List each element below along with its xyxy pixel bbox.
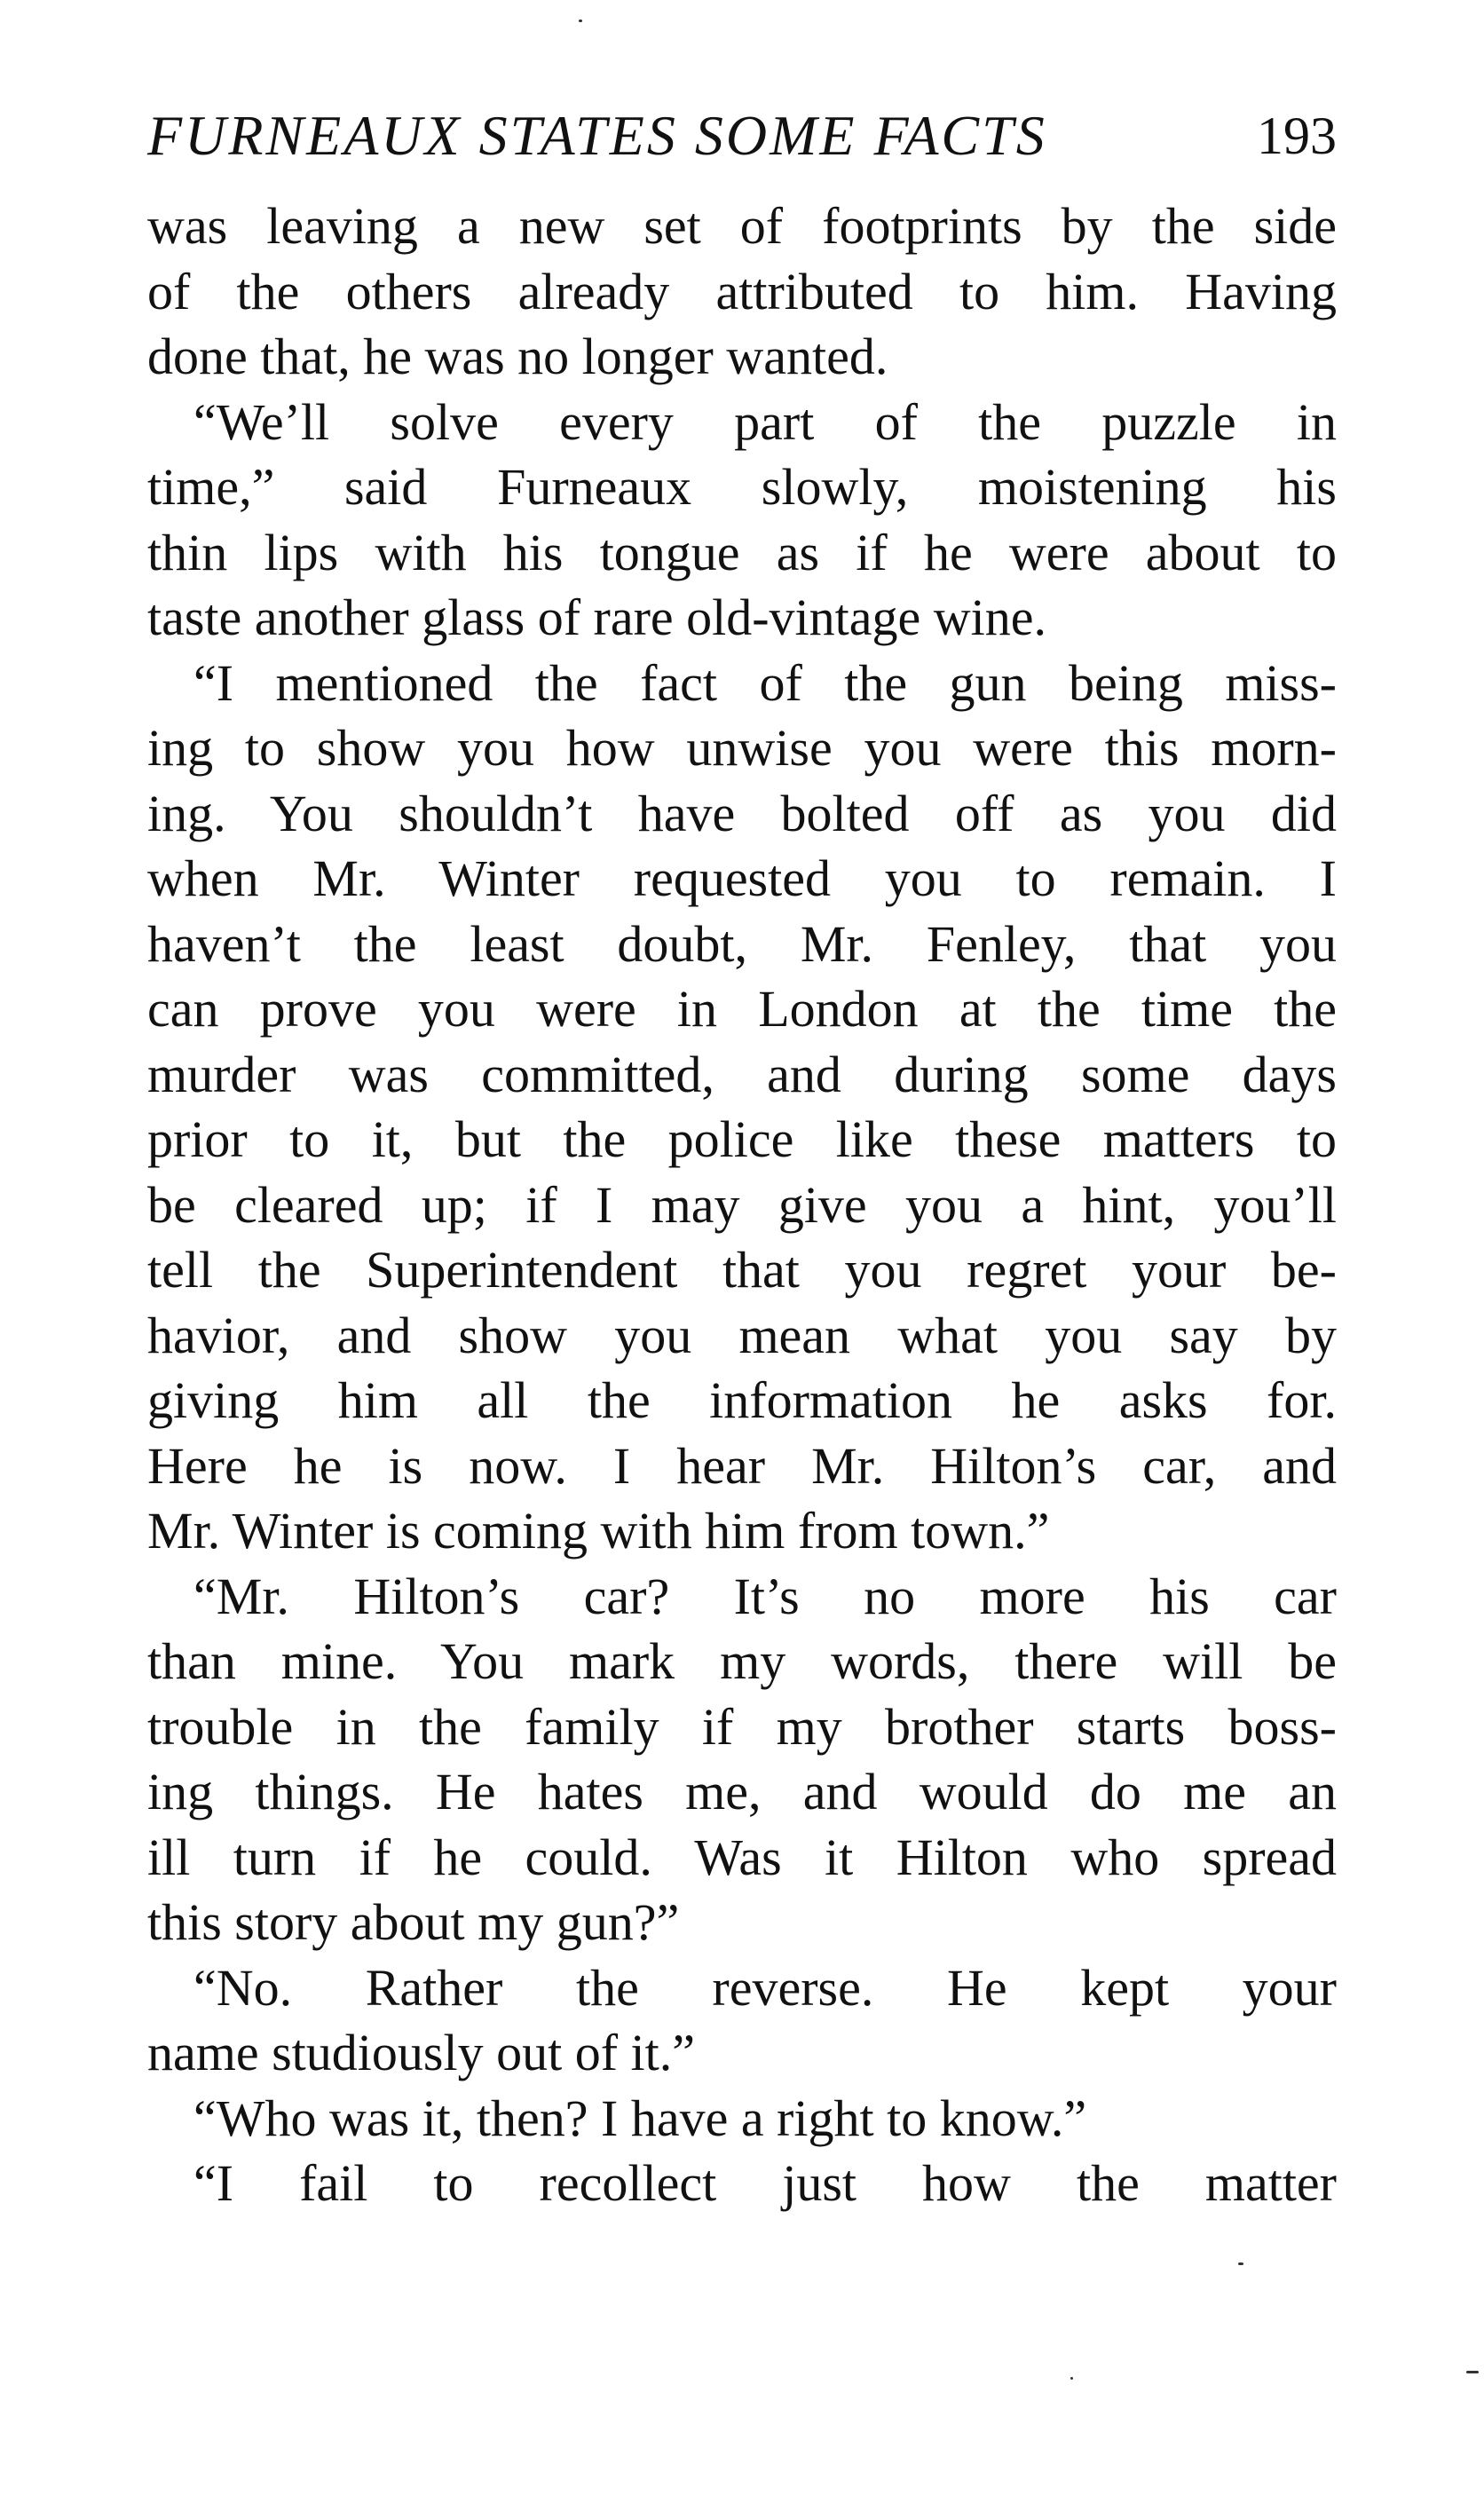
- text-line-content: taste another glass of rare old-vintage wine.: [147, 588, 1047, 646]
- text-line: [147, 1237, 1337, 1303]
- text-line: [147, 1303, 1337, 1369]
- text-line-content: was leaving a new set of footprints by the side: [147, 197, 1337, 255]
- text-line: [147, 976, 1337, 1042]
- text-line: [147, 520, 1337, 586]
- text-line-content: “I fail to recollect just how the matter: [193, 2154, 1337, 2212]
- text-line: [147, 324, 1337, 390]
- text-line: [147, 1368, 1337, 1433]
- text-line: [147, 2020, 1337, 2086]
- text-line-content: when Mr. Winter requested you to remain. I: [147, 849, 1337, 907]
- text-line-content: “No. Rather the reverse. He kept your: [193, 1958, 1337, 2017]
- text-line-content: time,” said Furneaux slowly, moistening his: [147, 458, 1337, 516]
- text-line: [147, 2086, 1337, 2152]
- scan-speck: [579, 20, 582, 22]
- text-line: [147, 912, 1337, 977]
- text-line: [147, 846, 1337, 912]
- text-line: [147, 1433, 1337, 1499]
- text-line-content: havior, and show you mean what you say by: [147, 1306, 1337, 1364]
- scan-speck: [1070, 2377, 1073, 2380]
- text-line-content: name studiously out of it.”: [147, 2024, 695, 2081]
- text-line: [147, 1759, 1337, 1825]
- text-line: [147, 1107, 1337, 1173]
- text-line: [147, 1498, 1337, 1564]
- text-line-content: ing to show you how unwise you were this morn-: [147, 719, 1337, 777]
- running-title: FURNEAUX STATES SOME FACTS: [147, 104, 1047, 167]
- text-line-content: ill turn if he could. Was it Hilton who spread: [147, 1828, 1337, 1886]
- text-line: [147, 1173, 1337, 1238]
- page-number: 193: [1257, 107, 1337, 165]
- text-line-content: can prove you were in London at the time the: [147, 980, 1337, 1038]
- text-line-content: of the others already attributed to him. Having: [147, 262, 1337, 320]
- text-line-content: this story about my gun?”: [147, 1893, 680, 1951]
- text-line-content: murder was committed, and during some days: [147, 1045, 1337, 1103]
- text-line: [147, 1042, 1337, 1108]
- text-line: [147, 715, 1337, 781]
- text-line: [147, 1694, 1337, 1760]
- text-line-content: haven’t the least doubt, Mr. Fenley, that you: [147, 914, 1337, 973]
- text-line-content: Mr. Winter is coming with him from town.”: [147, 1502, 1050, 1560]
- text-line: [147, 454, 1337, 520]
- text-line-content: prior to it, but the police like these matters to: [147, 1110, 1337, 1168]
- text-line: [147, 1564, 1337, 1630]
- text-line: [147, 1629, 1337, 1694]
- text-line-content: “I mentioned the fact of the gun being miss-: [193, 653, 1337, 712]
- text-line-content: be cleared up; if I may give you a hint, you’ll: [147, 1175, 1337, 1234]
- text-line-content: “We’ll solve every part of the puzzle in: [193, 392, 1337, 451]
- text-line-content: tell the Superintendent that you regret your be-: [147, 1241, 1337, 1299]
- text-line-content: thin lips with his tongue as if he were about to: [147, 523, 1337, 581]
- text-line-content: “Who was it, then? I have a right to know.”: [193, 2089, 1087, 2147]
- text-line: [147, 781, 1337, 847]
- text-line: [147, 651, 1337, 716]
- text-line-content: ing things. He hates me, and would do me an: [147, 1763, 1337, 1820]
- text-line-content: than mine. You mark my words, there will be: [147, 1632, 1337, 1690]
- text-line: [147, 2151, 1337, 2216]
- running-head: [147, 96, 1337, 176]
- scan-speck: [1466, 2371, 1479, 2373]
- text-line-content: ing. You shouldn’t have bolted off as you did: [147, 784, 1337, 842]
- text-line: [147, 259, 1337, 325]
- text-line: [147, 1955, 1337, 2021]
- text-line-content: done that, he was no longer wanted.: [147, 328, 888, 385]
- text-line: [147, 585, 1337, 651]
- text-line-content: Here he is now. I hear Mr. Hilton’s car, and: [147, 1436, 1337, 1495]
- body-text: [147, 193, 1337, 2216]
- text-line: [147, 1825, 1337, 1891]
- text-line-content: “Mr. Hilton’s car? It’s no more his car: [193, 1567, 1337, 1625]
- text-line-content: giving him all the information he asks for.: [147, 1371, 1337, 1429]
- text-line: [147, 1890, 1337, 1955]
- text-line: [147, 193, 1337, 259]
- text-line: [147, 390, 1337, 455]
- scan-speck: [1238, 2262, 1243, 2265]
- text-line-content: trouble in the family if my brother starts boss-: [147, 1697, 1337, 1756]
